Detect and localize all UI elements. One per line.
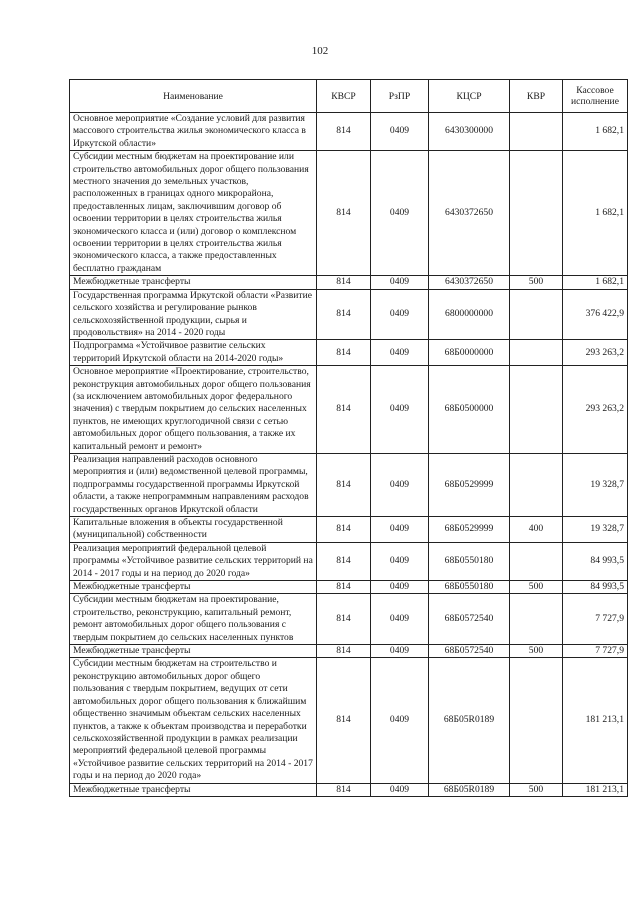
- cell-kcsr: 68Б0500000: [429, 366, 510, 454]
- cell-name: Капитальные вложения в объекты государственной (муниципальной) собственности: [70, 517, 317, 543]
- cell-rzpr: 0409: [371, 783, 429, 796]
- cell-amount: 19 328,7: [563, 517, 628, 543]
- cell-kvsr: 814: [317, 151, 371, 276]
- cell-kvsr: 814: [317, 658, 371, 783]
- table-row: [70, 658, 628, 783]
- cell-rzpr: 0409: [371, 453, 429, 516]
- cell-amount: 1 682,1: [563, 113, 628, 151]
- cell-kvsr: 814: [317, 594, 371, 645]
- cell-kcsr: 68Б05R0189: [429, 658, 510, 783]
- cell-name: Подпрограмма «Устойчивое развитие сельских территорий Иркутской области на 2014-2020 годы»: [70, 340, 317, 366]
- table-row: [70, 453, 628, 516]
- cell-kvsr: 814: [317, 645, 371, 658]
- table-row: [70, 517, 628, 543]
- header-kvr: КВР: [510, 80, 563, 113]
- cell-amount: 376 422,9: [563, 289, 628, 340]
- table-row: [70, 366, 628, 454]
- header-amount: Кассовое исполнение: [563, 80, 628, 113]
- cell-rzpr: 0409: [371, 645, 429, 658]
- table-row: [70, 783, 628, 796]
- cell-amount: 1 682,1: [563, 276, 628, 289]
- cell-kcsr: 6430372650: [429, 151, 510, 276]
- table-row: [70, 151, 628, 276]
- cell-name: Основное мероприятие «Проектирование, строительство, реконструкция автомобильных дорог общего пользования (за исключением автомобильных дорог федерального значения) с твердым покрытием до сельских населенных пунктов, не имеющих круглогодичной связи с сетью автомобильных дорог общего пользования, а также их капитальный ремонт и ремонт»: [70, 366, 317, 454]
- cell-amount: 84 993,5: [563, 542, 628, 580]
- cell-name: Государственная программа Иркутской области «Развитие сельского хозяйства и регулирование рынков сельскохозяйственной продукции, сырья и продовольствия» на 2014 - 2020 годы: [70, 289, 317, 340]
- cell-rzpr: 0409: [371, 594, 429, 645]
- table-row: [70, 113, 628, 151]
- cell-rzpr: 0409: [371, 658, 429, 783]
- page-number: 102: [311, 45, 329, 57]
- budget-table: [69, 79, 628, 797]
- cell-rzpr: 0409: [371, 517, 429, 543]
- cell-name: Межбюджетные трансферты: [70, 645, 317, 658]
- cell-rzpr: 0409: [371, 366, 429, 454]
- table-body: [70, 113, 628, 797]
- cell-kcsr: 6430300000: [429, 113, 510, 151]
- cell-kcsr: 68Б05R0189: [429, 783, 510, 796]
- cell-rzpr: 0409: [371, 151, 429, 276]
- cell-rzpr: 0409: [371, 340, 429, 366]
- cell-name: Реализация направлений расходов основного мероприятия и (или) ведомственной целевой программы, подпрограммы государственной программы Иркутской области, а также непрограммным направлениям расходов государственных органов Иркутской области: [70, 453, 317, 516]
- cell-kvr: [510, 594, 563, 645]
- cell-kvr: 500: [510, 581, 563, 594]
- cell-kvsr: 814: [317, 366, 371, 454]
- cell-kvr: 500: [510, 645, 563, 658]
- cell-amount: 293 263,2: [563, 340, 628, 366]
- cell-amount: 181 213,1: [563, 658, 628, 783]
- cell-kvsr: 814: [317, 453, 371, 516]
- cell-kcsr: 6800000000: [429, 289, 510, 340]
- cell-name: Субсидии местным бюджетам на проектирование, строительство, реконструкцию, капитальный ремонт, ремонт автомобильных дорог общего пользования с твердым покрытием до сельских населенных пунктов: [70, 594, 317, 645]
- cell-amount: 84 993,5: [563, 581, 628, 594]
- cell-amount: 181 213,1: [563, 783, 628, 796]
- cell-kvsr: 814: [317, 542, 371, 580]
- cell-kcsr: 68Б0000000: [429, 340, 510, 366]
- table-row: [70, 542, 628, 580]
- table-row: [70, 289, 628, 340]
- cell-amount: 19 328,7: [563, 453, 628, 516]
- cell-kvsr: 814: [317, 113, 371, 151]
- cell-kcsr: 68Б0529999: [429, 453, 510, 516]
- cell-kcsr: 68Б0529999: [429, 517, 510, 543]
- cell-kcsr: 6430372650: [429, 276, 510, 289]
- cell-kvr: [510, 658, 563, 783]
- cell-rzpr: 0409: [371, 276, 429, 289]
- cell-kvr: [510, 453, 563, 516]
- cell-name: Межбюджетные трансферты: [70, 581, 317, 594]
- cell-name: Реализация мероприятий федеральной целевой программы «Устойчивое развитие сельских территорий на 2014 - 2017 годы и на период до 2020 года»: [70, 542, 317, 580]
- cell-kvsr: 814: [317, 783, 371, 796]
- cell-kvr: [510, 151, 563, 276]
- cell-kcsr: 68Б0572540: [429, 594, 510, 645]
- table-row: [70, 581, 628, 594]
- cell-amount: 1 682,1: [563, 151, 628, 276]
- cell-kvr: [510, 289, 563, 340]
- cell-amount: 7 727,9: [563, 645, 628, 658]
- cell-name: Субсидии местным бюджетам на строительство и реконструкцию автомобильных дорог общего пользования с твердым покрытием, ведущих от сети автомобильных дорог общего пользования к ближайшим общественно значимым объектам сельских населенных пунктов, а также к объектам производства и переработки сельскохозяйственной продукции в рамках реализации мероприятий федеральной целевой программы «Устойчивое развитие сельских территорий на 2014 - 2017 годы и на период до 2020 года»: [70, 658, 317, 783]
- header-kvsr: КВСР: [317, 80, 371, 113]
- cell-kvsr: 814: [317, 276, 371, 289]
- cell-kvr: [510, 542, 563, 580]
- cell-rzpr: 0409: [371, 542, 429, 580]
- cell-name: Межбюджетные трансферты: [70, 276, 317, 289]
- cell-name: Субсидии местным бюджетам на проектирование или строительство автомобильных дорог общего пользования местного значения до земельных участков, расположенных в границах одного микрорайона, предоставленных лицам, заключившим договор об освоении территории в целях строительства жилья экономического класса и (или) договор о комплексном освоении территории в целях строительства жилья экономического класса, а также предоставленных бесплатно гражданам: [70, 151, 317, 276]
- header-rzpr: РзПР: [371, 80, 429, 113]
- table-row: [70, 645, 628, 658]
- cell-kcsr: 68Б0550180: [429, 581, 510, 594]
- cell-name: Основное мероприятие «Создание условий для развития массового строительства жилья экономического класса в Иркутской области»: [70, 113, 317, 151]
- cell-kvsr: 814: [317, 581, 371, 594]
- cell-kvr: [510, 113, 563, 151]
- header-name: Наименование: [70, 80, 317, 113]
- cell-kvr: [510, 366, 563, 454]
- cell-kvsr: 814: [317, 340, 371, 366]
- cell-kcsr: 68Б0550180: [429, 542, 510, 580]
- cell-kvr: [510, 340, 563, 366]
- cell-name: Межбюджетные трансферты: [70, 783, 317, 796]
- cell-kvsr: 814: [317, 517, 371, 543]
- table-header-row: [70, 80, 628, 113]
- table-row: [70, 340, 628, 366]
- cell-amount: 293 263,2: [563, 366, 628, 454]
- cell-amount: 7 727,9: [563, 594, 628, 645]
- cell-rzpr: 0409: [371, 581, 429, 594]
- cell-rzpr: 0409: [371, 113, 429, 151]
- cell-kcsr: 68Б0572540: [429, 645, 510, 658]
- cell-kvsr: 814: [317, 289, 371, 340]
- header-kcsr: КЦСР: [429, 80, 510, 113]
- table-row: [70, 594, 628, 645]
- cell-kvr: 400: [510, 517, 563, 543]
- cell-kvr: 500: [510, 783, 563, 796]
- cell-kvr: 500: [510, 276, 563, 289]
- cell-rzpr: 0409: [371, 289, 429, 340]
- table-row: [70, 276, 628, 289]
